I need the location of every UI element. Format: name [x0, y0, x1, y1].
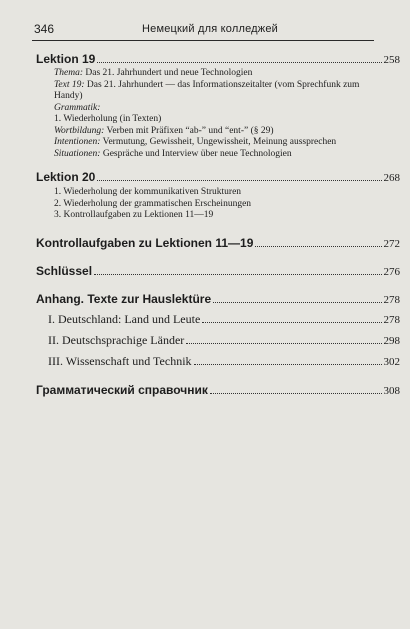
situationen-line: Situationen: Gespräche und Interview über neue Technologien — [54, 148, 292, 159]
dot-leader — [210, 392, 382, 394]
toc-subentry-deutschsprachige-laender[interactable] — [36, 333, 400, 348]
toc-entry-lektion-20[interactable] — [36, 170, 400, 184]
book-title: Немецкий для колледжей — [142, 23, 279, 35]
dot-leader — [186, 342, 381, 344]
toc-entry-page: 278 — [383, 313, 400, 326]
dot-leader — [97, 61, 381, 63]
intentionen-line: Intentionen: Vermutung, Gewissheit, Ungewissheit, Meinung aussprechen — [54, 137, 337, 147]
toc-entry-title: Anhang. Texte zur Hauslektüre — [36, 291, 212, 306]
running-header — [32, 20, 374, 41]
page-number: 346 — [34, 22, 55, 36]
toc-entry-title: Schlüssel — [36, 263, 93, 278]
toc-subentry-deutschland[interactable] — [36, 312, 400, 327]
list-item: 2. Wiederholung der grammatischen Erscheinungen — [54, 198, 252, 209]
toc-entry-title: Грамматический справочник — [36, 382, 208, 397]
toc-entry-lektion-19[interactable] — [36, 52, 400, 66]
toc-entry-title: II. Deutschsprachige Länder — [48, 332, 185, 347]
table-of-contents — [36, 52, 400, 397]
toc-entry-title: Lektion 20 — [36, 170, 96, 184]
toc-entry-title: Kontrollaufgaben zu Lektionen 11—19 — [36, 235, 254, 250]
toc-entry-page: 258 — [383, 54, 400, 66]
toc-entry-title: III. Wissenschaft und Technik — [48, 353, 192, 368]
thema-line: Thema: Das 21. Jahrhundert und neue Technologien — [54, 68, 253, 78]
toc-entry-page: 308 — [383, 384, 400, 397]
wortbildung-line: Wortbildung: Verben mit Präfixen “ab-” und “ent-” (§ 29) — [54, 125, 274, 136]
dot-leader — [202, 321, 381, 323]
toc-entry-grammar-reference[interactable] — [36, 383, 400, 397]
toc-entry-page: 298 — [383, 334, 400, 347]
list-item: 3. Kontrollaufgaben zu Lektionen 11—19 — [54, 210, 214, 220]
toc-subentry-wissenschaft[interactable] — [36, 354, 400, 369]
dot-leader — [97, 179, 381, 181]
toc-entry-title: Lektion 19 — [36, 52, 96, 66]
toc-entry-page: 278 — [383, 293, 400, 306]
grammatik-item: 1. Wiederholung (in Texten) — [54, 114, 162, 124]
toc-entry-kontrollaufgaben[interactable] — [36, 236, 400, 250]
toc-entry-page: 302 — [383, 355, 400, 368]
toc-entry-schluessel[interactable] — [36, 264, 400, 278]
toc-entry-anhang[interactable] — [36, 292, 400, 306]
toc-entry-page: 268 — [383, 172, 400, 184]
toc-entry-title: I. Deutschland: Land und Leute — [48, 311, 201, 326]
list-item: 1. Wiederholung der kommunikativen Strukturen — [54, 187, 242, 197]
dot-leader — [213, 301, 381, 303]
toc-entry-page: 276 — [383, 265, 400, 278]
lektion-19-details — [36, 68, 400, 160]
toc-entry-page: 272 — [383, 237, 400, 250]
dot-leader — [194, 363, 382, 365]
lektion-20-details — [36, 187, 400, 222]
dot-leader — [94, 273, 381, 275]
grammatik-label: Grammatik: — [54, 102, 101, 113]
dot-leader — [255, 245, 381, 247]
text-line: Text 19: Das 21. Jahrhundert — das Informationszeitalter (vom Sprechfunk zum Handy) — [54, 79, 360, 101]
